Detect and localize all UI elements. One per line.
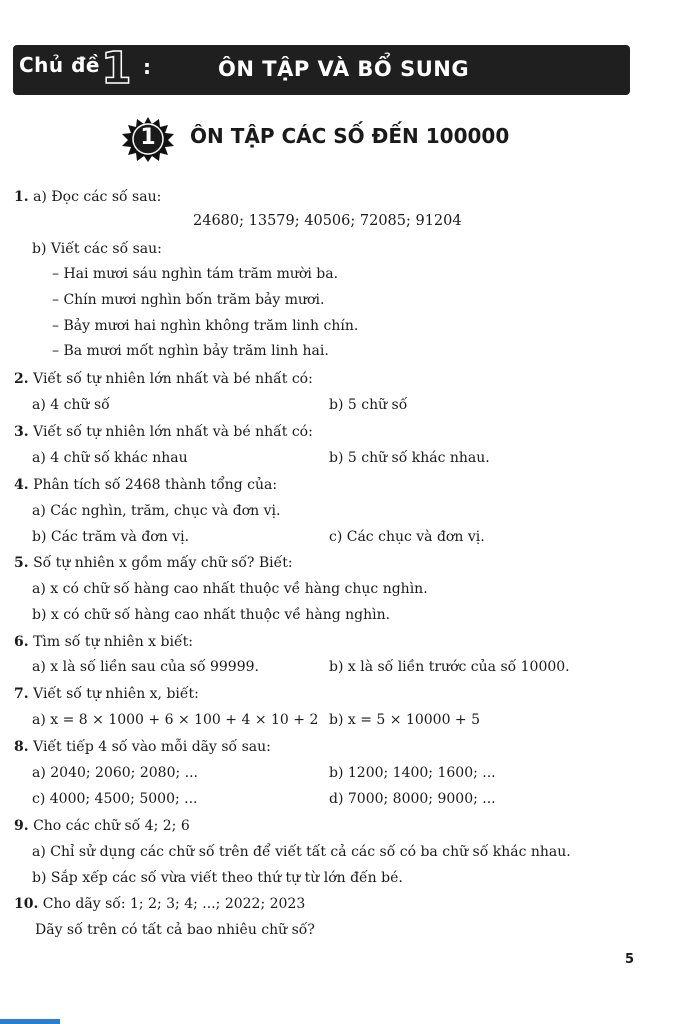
question-4-number: 4. xyxy=(14,477,29,493)
question-2-b: b) 5 chữ số xyxy=(329,397,408,413)
question-10 xyxy=(14,895,305,913)
question-6-a: a) x là số liền sau của số 99999. xyxy=(32,659,259,675)
list-item: – Bảy mươi hai nghìn không trăm linh chín. xyxy=(52,318,359,334)
question-8-c: c) 4000; 4500; 5000; ... xyxy=(32,791,198,807)
list-item: – Chín mươi nghìn bốn trăm bảy mươi. xyxy=(52,292,325,308)
question-4-text: Phân tích số 2468 thành tổng của: xyxy=(28,477,278,493)
list-item: – Ba mươi mốt nghìn bảy trăm linh hai. xyxy=(52,343,329,359)
question-9-b: b) Sắp xếp các số vừa viết theo thứ tự từ lớn đến bé. xyxy=(32,870,403,886)
question-1-text: a) Đọc các số sau: xyxy=(28,189,162,205)
topic-colon: : xyxy=(143,55,151,79)
question-4-a: a) Các nghìn, trăm, chục và đơn vị. xyxy=(32,503,281,519)
question-8 xyxy=(14,738,271,756)
question-3-number: 3. xyxy=(14,424,29,440)
question-4-c: c) Các chục và đơn vị. xyxy=(329,529,485,545)
question-3-a: a) 4 chữ số khác nhau xyxy=(32,450,188,466)
question-7 xyxy=(14,685,199,703)
question-7-b: b) x = 5 × 10000 + 5 xyxy=(329,712,481,728)
question-1-number: 1. xyxy=(14,189,29,205)
question-10-text: Cho dãy số: 1; 2; 3; 4; ...; 2022; 2023 xyxy=(38,896,306,912)
question-6-number: 6. xyxy=(14,634,29,650)
numbers-to-read: 24680; 13579; 40506; 72085; 91204 xyxy=(193,213,462,229)
question-9-number: 9. xyxy=(14,818,29,834)
question-2-a: a) 4 chữ số xyxy=(32,397,110,413)
lesson-number: 1 xyxy=(140,125,156,150)
question-7-text: Viết số tự nhiên x, biết: xyxy=(28,686,199,702)
question-3 xyxy=(14,423,313,441)
question-4 xyxy=(14,476,277,494)
question-10-sub: Dãy số trên có tất cả bao nhiêu chữ số? xyxy=(35,922,315,938)
question-7-a: a) x = 8 × 1000 + 6 × 100 + 4 × 10 + 2 xyxy=(32,712,319,728)
question-8-text: Viết tiếp 4 số vào mỗi dãy số sau: xyxy=(28,739,271,755)
question-1-b: b) Viết các số sau: xyxy=(32,241,162,257)
question-1 xyxy=(14,188,161,206)
question-5-text: Số tự nhiên x gồm mấy chữ số? Biết: xyxy=(28,555,293,571)
page-edge-accent xyxy=(0,1019,60,1024)
question-10-number: 10. xyxy=(14,896,39,912)
lesson-title: ÔN TẬP CÁC SỐ ĐẾN 100000 xyxy=(190,124,510,148)
list-item: – Hai mươi sáu nghìn tám trăm mười ba. xyxy=(52,266,339,282)
topic-banner xyxy=(13,45,630,95)
question-8-d: d) 7000; 8000; 9000; ... xyxy=(329,791,496,807)
topic-label: Chủ đề xyxy=(19,53,100,77)
question-2 xyxy=(14,370,313,388)
question-4-b: b) Các trăm và đơn vị. xyxy=(32,529,190,545)
question-7-number: 7. xyxy=(14,686,29,702)
question-5 xyxy=(14,554,293,572)
question-9 xyxy=(14,817,190,835)
question-2-number: 2. xyxy=(14,371,29,387)
question-5-b: b) x có chữ số hàng cao nhất thuộc về hàng nghìn. xyxy=(32,607,391,623)
question-8-number: 8. xyxy=(14,739,29,755)
page-number: 5 xyxy=(625,952,635,967)
question-5-a: a) x có chữ số hàng cao nhất thuộc về hàng chục nghìn. xyxy=(32,581,428,597)
question-8-b: b) 1200; 1400; 1600; ... xyxy=(329,765,496,781)
question-3-text: Viết số tự nhiên lớn nhất và bé nhất có: xyxy=(28,424,313,440)
question-6-text: Tìm số tự nhiên x biết: xyxy=(28,634,193,650)
question-9-a: a) Chỉ sử dụng các chữ số trên để viết tất cả các số có ba chữ số khác nhau. xyxy=(32,844,571,860)
question-6 xyxy=(14,633,193,651)
question-3-b: b) 5 chữ số khác nhau. xyxy=(329,450,490,466)
question-9-text: Cho các chữ số 4; 2; 6 xyxy=(28,818,190,834)
question-8-a: a) 2040; 2060; 2080; ... xyxy=(32,765,198,781)
question-6-b: b) x là số liền trước của số 10000. xyxy=(329,659,570,675)
question-2-text: Viết số tự nhiên lớn nhất và bé nhất có: xyxy=(28,371,313,387)
topic-title: ÔN TẬP VÀ BỔ SUNG xyxy=(218,57,470,81)
question-5-number: 5. xyxy=(14,555,29,571)
topic-number: 1 xyxy=(101,43,132,94)
